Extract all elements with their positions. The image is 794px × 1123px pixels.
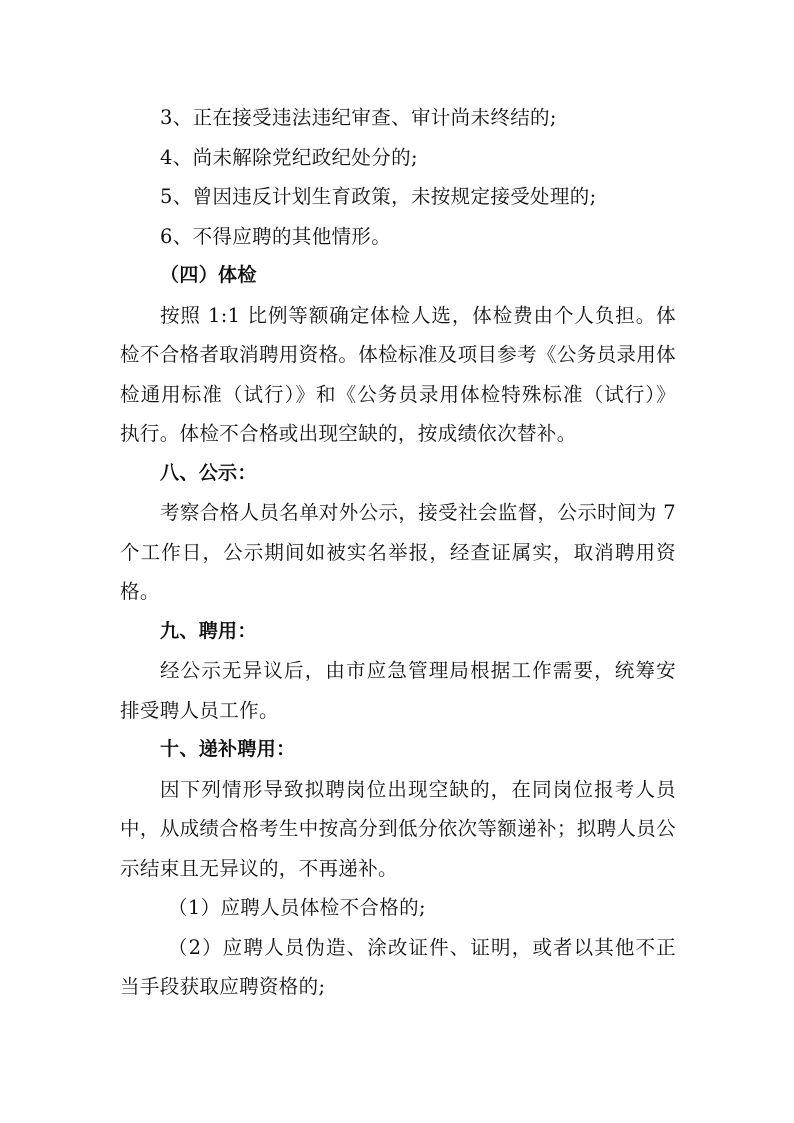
list-item: 4、尚未解除党纪政纪处分的;	[160, 145, 418, 169]
section-heading-employment: 九、聘用：	[160, 619, 257, 642]
paragraph-publicity: 考察合格人员名单对外公示，接受社会监督，公示时间为 7 个工作日，公示期间如被实名举报，经查证属实，取消聘用资格。	[120, 501, 676, 603]
sub-list-item: （1）应聘人员体检不合格的;	[168, 896, 426, 919]
paragraph-physical-exam: 按照 1:1 比例等额确定体检人选，体检费由个人负担。体检不合格者取消聘用资格。体检标准及项目参考《公务员录用体检通用标准（试行）》和《公务员录用体检特殊标准（试行）》执行。体检不合格或出现空缺的，按成绩依次替补。	[120, 303, 676, 445]
document-body	[120, 98, 676, 1007]
list-item: 3、正在接受违法违纪审查、审计尚未终结的;	[160, 106, 557, 129]
section-heading-publicity: 八、公示：	[160, 461, 257, 484]
list-item: 6、不得应聘的其他情形。	[160, 224, 392, 248]
list-item: 5、曾因违反计划生育政策，未按规定接受处理的;	[160, 185, 597, 208]
paragraph-employment: 经公示无异议后，由市应急管理局根据工作需要，统筹安排受聘人员工作。	[120, 659, 676, 722]
paragraph-substitute-hiring: 因下列情形导致拟聘岗位出现空缺的，在同岗位报考人员中，从成绩合格考生中按高分到低分依次等额递补；拟聘人员公示结束且无异议的，不再递补。	[120, 777, 676, 880]
sub-list-item: （2）应聘人员伪造、涂改证件、证明，或者以其他不正当手段获取应聘资格的;	[120, 935, 676, 998]
section-heading-substitute-hiring: 十、递补聘用：	[160, 738, 296, 760]
section-heading-physical-exam: （四）体检	[160, 264, 257, 286]
